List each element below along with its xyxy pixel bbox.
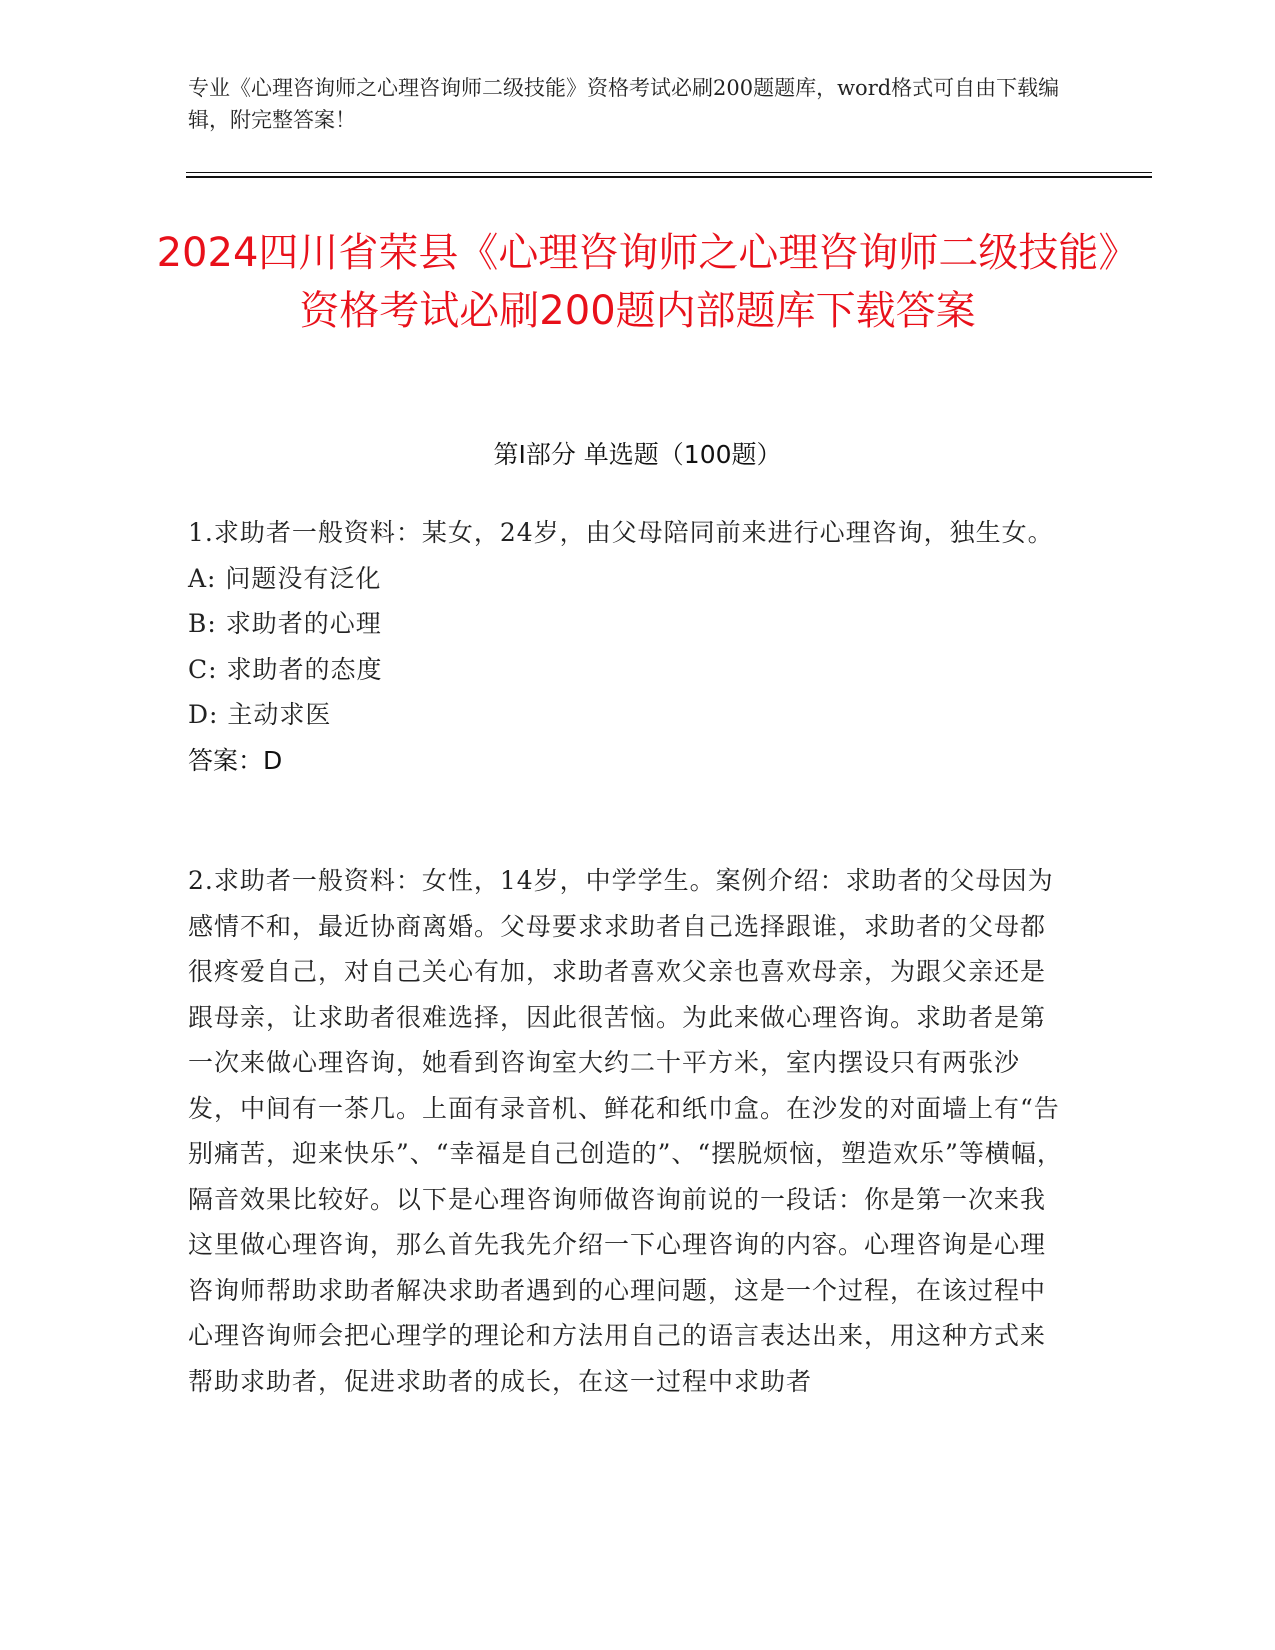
question-stem: 1.求助者一般资料：某女，24岁，由父母陪同前来进行心理咨询，独生女。 <box>188 518 1054 547</box>
question-2 <box>188 858 1068 1404</box>
question-1 <box>188 510 1068 783</box>
document-title: 2024四川省荣县《心理咨询师之心理咨询师二级技能》资格考试必刷200题内部题库下载答案 <box>156 230 1119 334</box>
option-c: C: 求助者的态度 <box>188 654 383 684</box>
header-note: 专业《心理咨询师之心理咨询师二级技能》资格考试必刷200题题库，word格式可自由下载编辑，附完整答案！ <box>188 76 1060 132</box>
header-divider-thin <box>186 172 1152 173</box>
answer: 答案：D <box>188 745 283 775</box>
question-stem: 2.求助者一般资料：女性，14岁，中学学生。案例介绍：求助者的父母因为感情不和，最近协商离婚。父母要求求助者自己选择跟谁，求助者的父母都很疼爱自己，对自己关心有加，求助者喜欢父亲也喜欢母亲，为跟父亲还是跟母亲，让求助者很难选择，因此很苦恼。为此来做心理咨询。求助者是第一次来做心理咨询，她看到咨询室大约二十平方米，室内摆设只有两张沙发，中间有一茶几。上面有录音机、鲜花和纸巾盒。在沙发的对面墙上有“告别痛苦，迎来快乐”、“幸福是自己创造的”、“摆脱烦恼，塑造欢乐”等横幅，隔音效果比较好。以下是心理咨询师做咨询前说的一段话：你是第一次来我这里做心理咨询，那么首先我先介绍一下心理咨询的内容。心理咨询是心理咨询师帮助求助者解决求助者遇到的心理问题，这是一个过程，在该过程中心理咨询师会把心理学的理论和方法用自己的语言表达出来，用这种方式来帮助求助者，促进求助者的成长，在这一过程中求助者 <box>188 866 1063 1396</box>
option-a: A: 问题没有泛化 <box>188 563 382 593</box>
option-d: D: 主动求医 <box>188 700 332 729</box>
option-b: B: 求助者的心理 <box>188 609 382 638</box>
header-divider-thick <box>186 176 1152 178</box>
section-heading: 第I部分 单选题（100题） <box>493 440 782 469</box>
